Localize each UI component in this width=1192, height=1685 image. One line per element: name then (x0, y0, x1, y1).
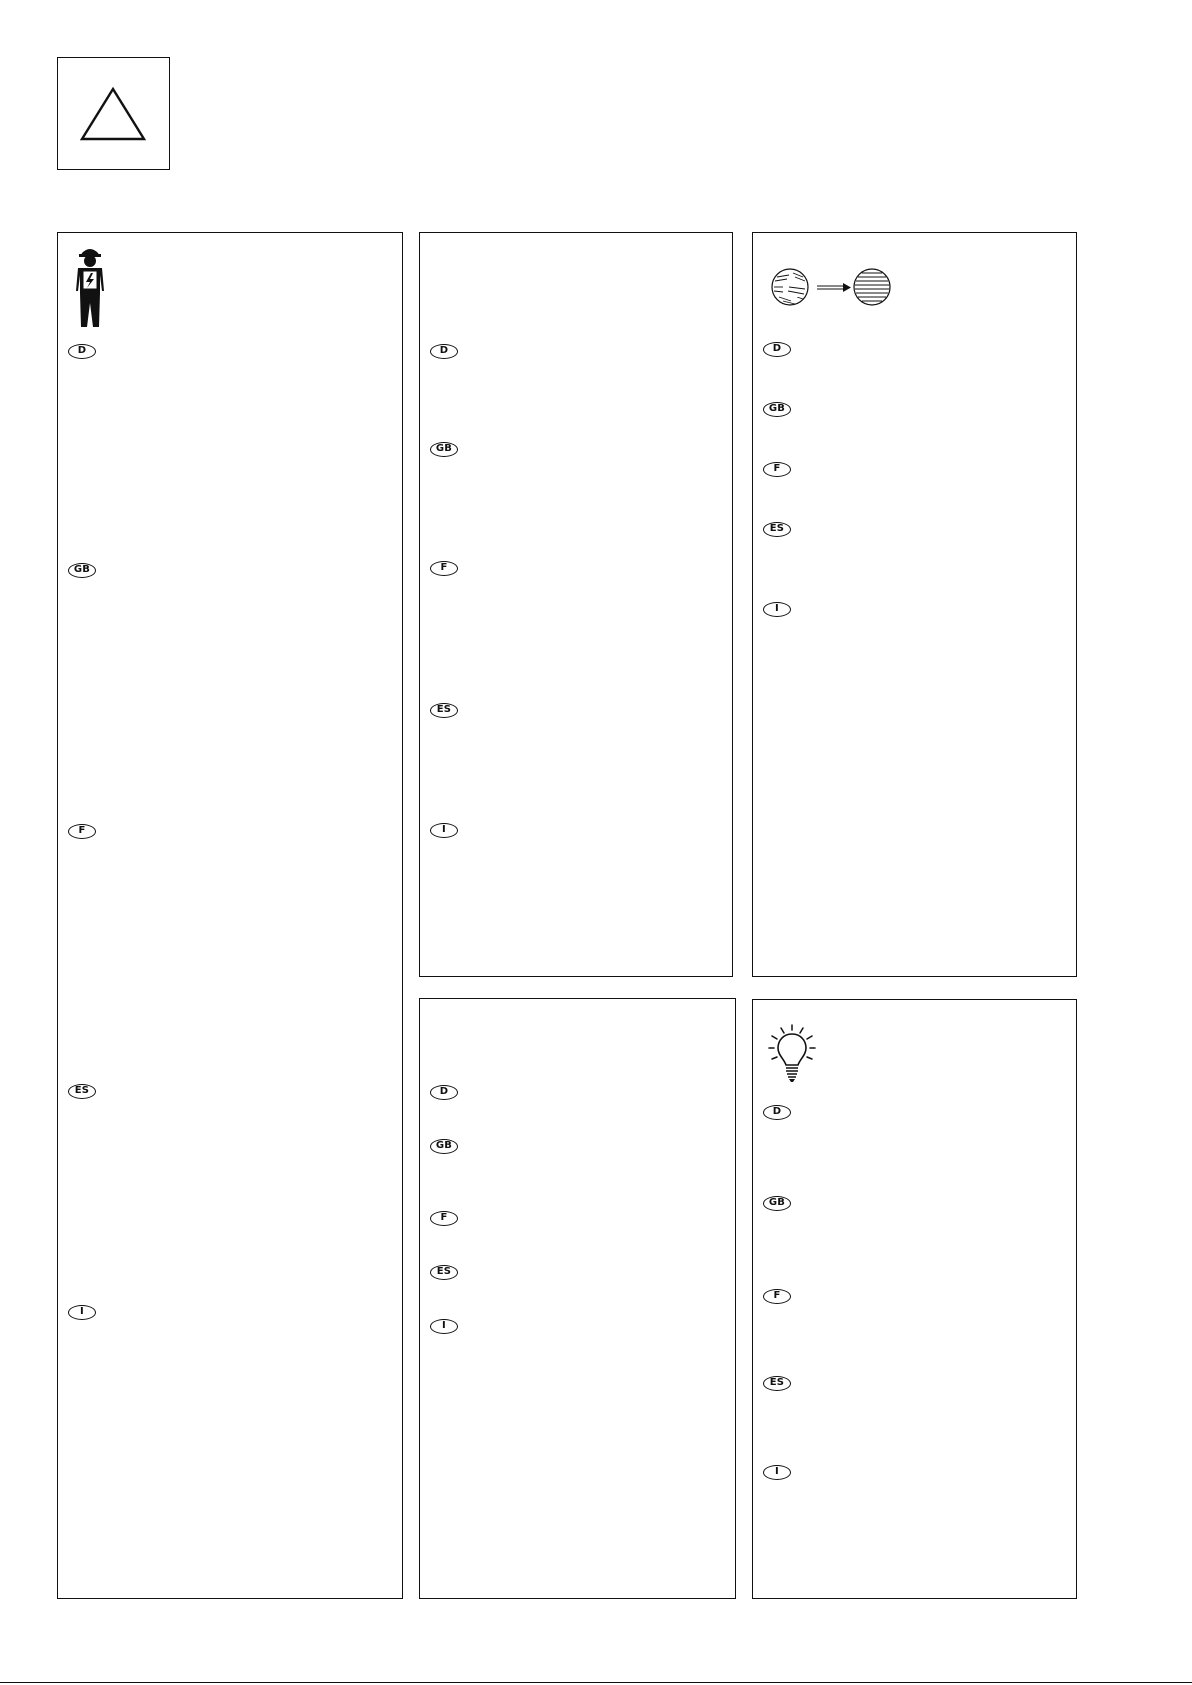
lang-badge-f: F (430, 561, 458, 576)
lang-badge-i: I (68, 1305, 96, 1320)
bottom-rule (0, 1682, 1192, 1683)
lang-badge-i: I (430, 1319, 458, 1334)
lang-badge-es: ES (68, 1084, 96, 1099)
lang-badge-gb: GB (763, 1196, 791, 1211)
lang-badge-gb: GB (430, 442, 458, 457)
lang-badge-gb: GB (68, 563, 96, 578)
lang-badge-es: ES (763, 522, 791, 537)
lang-badge-d: D (763, 1105, 791, 1120)
lang-badge-es: ES (430, 703, 458, 718)
warning-triangle-icon (58, 58, 169, 169)
lang-badge-f: F (430, 1211, 458, 1226)
panel-middle-top (419, 232, 733, 977)
electrician-icon (72, 245, 108, 329)
lang-badge-d: D (68, 344, 96, 359)
lang-badge-f: F (68, 824, 96, 839)
lang-badge-d: D (430, 1085, 458, 1100)
lang-badge-d: D (430, 344, 458, 359)
sphere-transition-icon (769, 267, 893, 309)
lang-badge-gb: GB (430, 1139, 458, 1154)
lang-badge-i: I (763, 602, 791, 617)
lang-badge-es: ES (763, 1376, 791, 1391)
lang-badge-f: F (763, 1289, 791, 1304)
panel-middle-bottom (419, 998, 736, 1599)
panel-right-top (752, 232, 1077, 977)
lang-badge-i: I (763, 1465, 791, 1480)
lang-badge-es: ES (430, 1265, 458, 1280)
panel-electrician (57, 232, 403, 1599)
warning-box (57, 57, 170, 170)
light-bulb-icon (767, 1024, 817, 1090)
lang-badge-i: I (430, 823, 458, 838)
panel-right-bottom (752, 999, 1077, 1599)
lang-badge-f: F (763, 462, 791, 477)
lang-badge-d: D (763, 342, 791, 357)
lang-badge-gb: GB (763, 402, 791, 417)
